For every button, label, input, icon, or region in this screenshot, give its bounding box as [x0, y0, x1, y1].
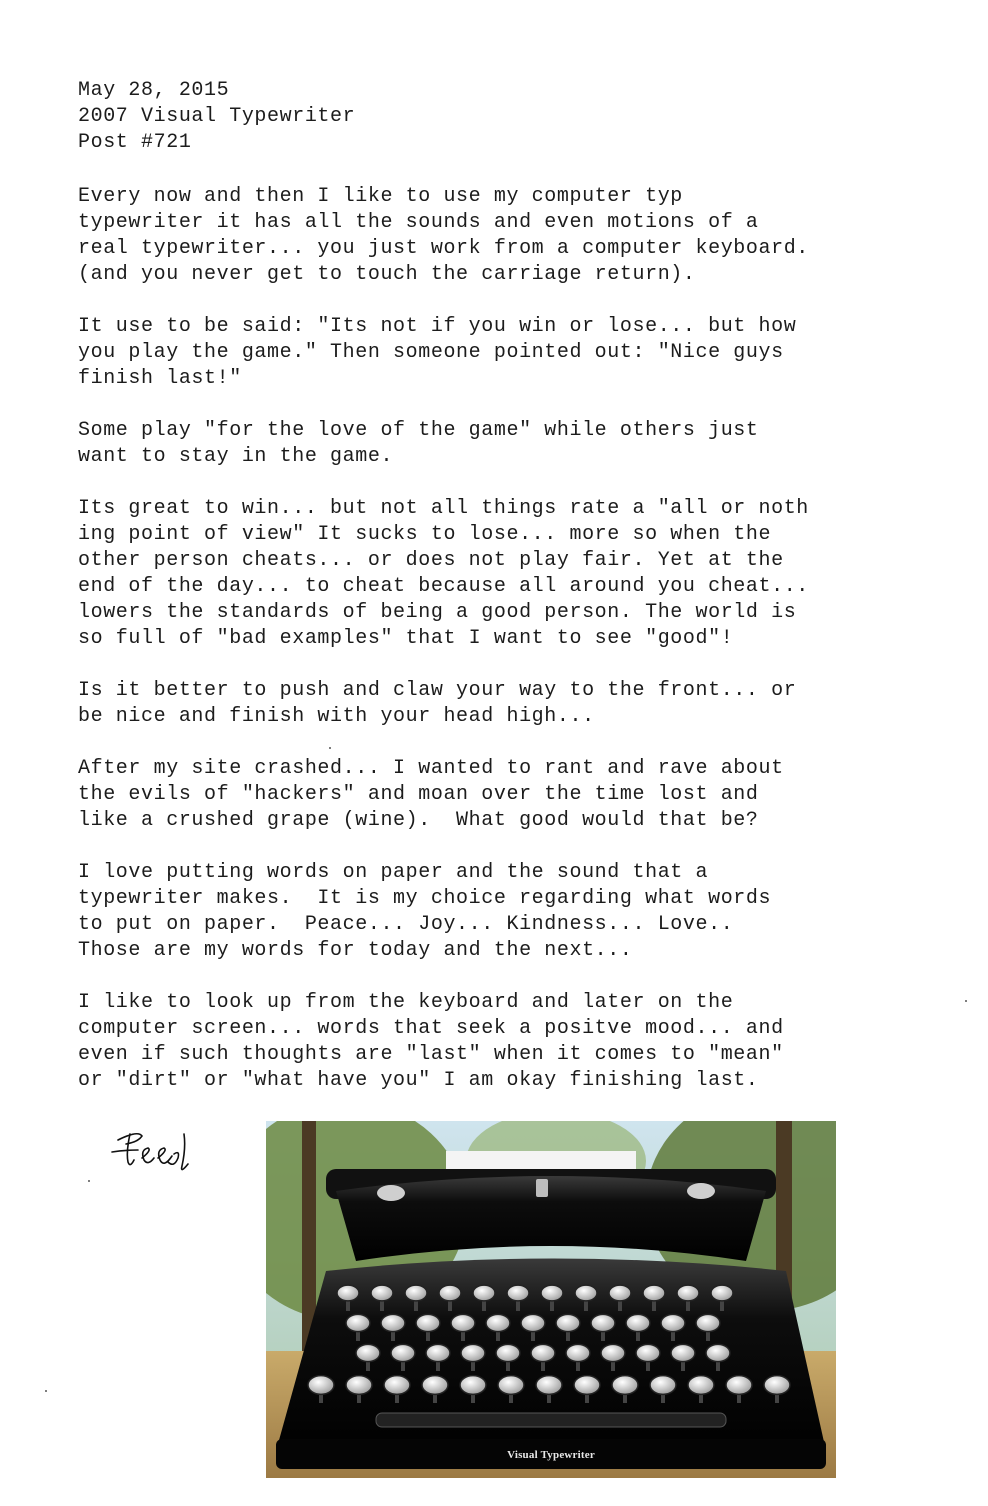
typewriter-key — [422, 1376, 448, 1395]
typewriter-key — [643, 1285, 665, 1301]
letter-body — [78, 184, 938, 1120]
paragraph-4 — [78, 496, 938, 652]
text-line: be nice and finish with your head high... — [78, 705, 595, 728]
typewriter-key — [706, 1344, 730, 1361]
text-line: It use to be said: "Its not if you win or lose... but how — [78, 315, 797, 338]
text-line: end of the day... to cheat because all around you cheat... — [78, 575, 809, 598]
text-line: I like to look up from the keyboard and later on the — [78, 991, 734, 1014]
paragraph-5 — [78, 678, 938, 730]
typewriter-key — [496, 1344, 520, 1361]
letter-header — [78, 78, 355, 156]
paragraph-2 — [78, 314, 938, 392]
text-line: typewriter it has all the sounds and even motions of a — [78, 211, 759, 234]
typewriter-key — [507, 1285, 529, 1301]
paragraph-3 — [78, 418, 938, 470]
text-line: lowers the standards of being a good person. The world is — [78, 601, 797, 624]
text-line: want to stay in the game. — [78, 445, 394, 468]
typewriter-key — [541, 1285, 563, 1301]
typewriter-key — [609, 1285, 631, 1301]
typewriter-key — [308, 1376, 334, 1395]
typewriter-key — [536, 1376, 562, 1395]
typewriter-key — [346, 1376, 372, 1395]
typewriter-key — [473, 1285, 495, 1301]
typewriter-key — [381, 1314, 405, 1331]
typewriter-key — [460, 1376, 486, 1395]
text-line: other person cheats... or does not play fair. Yet at the — [78, 549, 784, 572]
typewriter-key — [671, 1344, 695, 1361]
letter-title: 2007 Visual Typewriter — [78, 105, 356, 128]
typewriter-key — [574, 1376, 600, 1395]
text-line: computer screen... words that seek a positve mood... and — [78, 1017, 784, 1040]
scan-speck — [45, 1390, 47, 1392]
typewriter-key — [498, 1376, 524, 1395]
typewriter-key — [337, 1285, 359, 1301]
typewriter-key — [612, 1376, 638, 1395]
typewriter-key — [461, 1344, 485, 1361]
text-line: I love putting words on paper and the sound that a — [78, 861, 709, 884]
typewriter-photo — [266, 1121, 836, 1478]
text-line: like a crushed grape (wine). What good would that be? — [78, 809, 759, 832]
typewriter-key — [451, 1314, 475, 1331]
text-line: to put on paper. Peace... Joy... Kindness... Love.. — [78, 913, 734, 936]
paragraph-8 — [78, 990, 938, 1094]
text-line: or "dirt" or "what have you" I am okay finishing last. — [78, 1069, 759, 1092]
paragraph-7 — [78, 860, 938, 964]
text-line: the evils of "hackers" and moan over the time lost and — [78, 783, 759, 806]
text-line: Every now and then I like to use my computer typ — [78, 185, 683, 208]
typewriter-key — [439, 1285, 461, 1301]
typewriter-key — [650, 1376, 676, 1395]
typewriter-key — [405, 1285, 427, 1301]
letter-date: May 28, 2015 — [78, 79, 230, 102]
typewriter-key — [521, 1314, 545, 1331]
typewriter-key — [626, 1314, 650, 1331]
paragraph-1 — [78, 184, 938, 288]
scan-speck — [329, 747, 331, 749]
text-line: you play the game." Then someone pointed out: "Nice guys — [78, 341, 784, 364]
typewriter-key — [696, 1314, 720, 1331]
text-line: Is it better to push and claw your way to the front... or — [78, 679, 797, 702]
paragraph-6 — [78, 756, 938, 834]
typewriter-key — [601, 1344, 625, 1361]
typewriter-key — [531, 1344, 555, 1361]
post-number: Post #721 — [78, 131, 192, 154]
typewriter-key — [677, 1285, 699, 1301]
typewriter-key — [371, 1285, 393, 1301]
text-line: ing point of view" It sucks to lose... more so when the — [78, 523, 772, 546]
text-line: After my site crashed... I wanted to rant and rave about — [78, 757, 784, 780]
scan-speck — [965, 1000, 967, 1002]
typewriter-key — [426, 1344, 450, 1361]
text-line: even if such thoughts are "last" when it comes to "mean" — [78, 1043, 784, 1066]
typewriter-key — [711, 1285, 733, 1301]
text-line: Some play "for the love of the game" while others just — [78, 419, 759, 442]
text-line: (and you never get to touch the carriage return). — [78, 263, 696, 286]
typewriter-key — [636, 1344, 660, 1361]
text-line: real typewriter... you just work from a computer keyboard. — [78, 237, 809, 260]
typewriter-key — [726, 1376, 752, 1395]
typewriter-illustration — [266, 1121, 836, 1478]
text-line: Those are my words for today and the next... — [78, 939, 633, 962]
handwritten-signature — [108, 1128, 218, 1188]
typewriter-key — [688, 1376, 714, 1395]
typewriter-key — [384, 1376, 410, 1395]
typewriter-brand-label: Visual Typewriter — [507, 1449, 595, 1461]
typewriter-key — [661, 1314, 685, 1331]
typewriter-key — [486, 1314, 510, 1331]
text-line: Its great to win... but not all things rate a "all or noth — [78, 497, 809, 520]
typewriter-key — [575, 1285, 597, 1301]
typewriter-key — [416, 1314, 440, 1331]
typewriter-key — [591, 1314, 615, 1331]
typewriter-key — [346, 1314, 370, 1331]
typewriter-key — [391, 1344, 415, 1361]
text-line: so full of "bad examples" that I want to see "good"! — [78, 627, 734, 650]
scan-speck — [88, 1180, 90, 1182]
typewriter-key — [566, 1344, 590, 1361]
typewriter-key — [556, 1314, 580, 1331]
typewriter-key — [764, 1376, 790, 1395]
text-line: typewriter makes. It is my choice regarding what words — [78, 887, 772, 910]
text-line: finish last!" — [78, 367, 242, 390]
typewriter-key — [356, 1344, 380, 1361]
